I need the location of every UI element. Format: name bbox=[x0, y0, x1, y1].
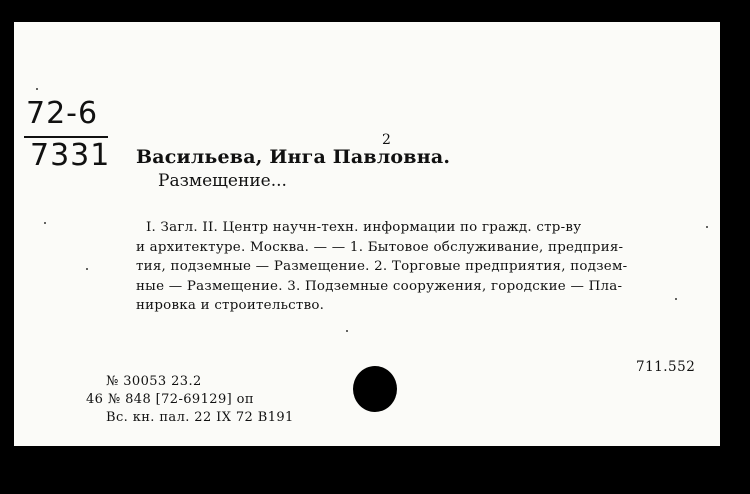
footer-chamber-line: Вс. кн. пал. 22 IX 72 В191 bbox=[106, 410, 294, 425]
scan-speck bbox=[675, 298, 677, 300]
footer-record-number: № 30053 23.2 bbox=[106, 374, 202, 389]
annotation-line: ные — Размещение. 3. Подземные сооружения, городские — Пла- bbox=[136, 278, 623, 294]
title-line: Размещение... bbox=[158, 171, 287, 191]
scan-speck bbox=[706, 226, 708, 228]
handwritten-call-number-bottom: 7331 bbox=[30, 138, 111, 173]
annotation-line: I. Загл. II. Центр научн-техн. информации по гражд. стр-ву bbox=[146, 220, 582, 235]
scan-speck bbox=[346, 330, 348, 332]
superscript-number: 2 bbox=[382, 132, 391, 148]
author-heading: Васильева, Инга Павловна. bbox=[136, 146, 451, 168]
handwritten-call-number-top: 72-6 bbox=[26, 96, 99, 131]
annotation-line: нировка и строительство. bbox=[136, 298, 325, 313]
annotation-line: тия, подземные — Размещение. 2. Торговые предприятия, подзем- bbox=[136, 259, 628, 274]
scan-speck bbox=[44, 222, 46, 224]
scan-speck bbox=[36, 88, 38, 90]
annotation-line: и архитектуре. Москва. — — 1. Бытовое обслуживание, предприя- bbox=[136, 239, 624, 255]
annotation-block bbox=[136, 218, 706, 316]
classification-number: 711.552 bbox=[636, 359, 696, 375]
footer-order-line: 46 № 848 [72-69129] оп bbox=[86, 392, 254, 407]
punch-hole bbox=[353, 366, 397, 412]
scan-speck bbox=[86, 268, 88, 270]
